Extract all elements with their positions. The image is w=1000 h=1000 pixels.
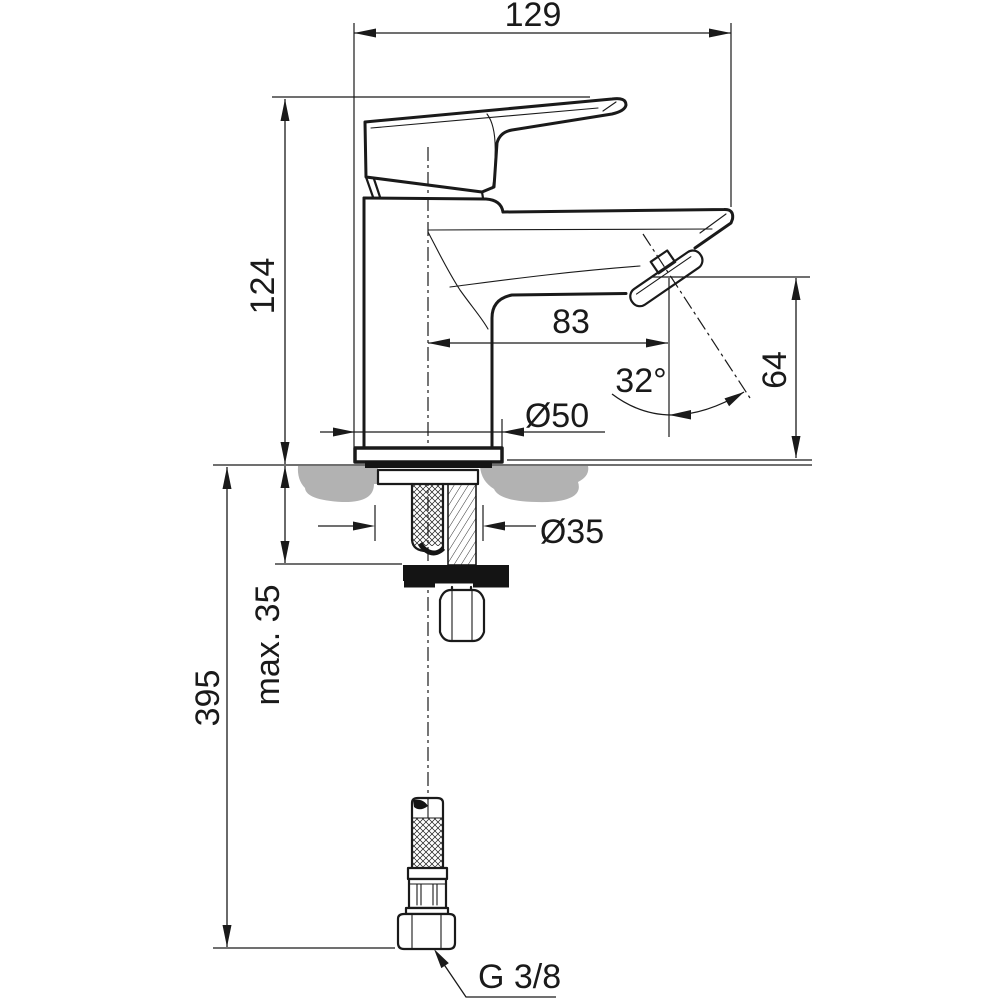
aerator-outlet [619, 236, 706, 309]
arrowhead-right [483, 522, 505, 531]
clamp-washer-foot-right [473, 581, 509, 588]
spout-underside-concave-crease [428, 232, 488, 329]
dimension-label-32deg: 32° [615, 362, 667, 400]
under-counter-mounting [378, 470, 509, 641]
faucet-body [355, 99, 733, 800]
arrowhead-left [353, 522, 375, 531]
dimension-label-83: 83 [552, 303, 590, 341]
flexible-hose-connector [398, 798, 455, 949]
threaded-stud [448, 484, 476, 565]
hose-ferrule [408, 868, 447, 879]
arc-arrowhead-left [669, 410, 691, 420]
dimension-max-mounting-thickness [249, 466, 402, 705]
body-top-edge [364, 198, 503, 212]
base-plate [355, 448, 502, 462]
dimension-label-129: 129 [504, 0, 562, 34]
spout-lower-crease [450, 266, 640, 287]
arc-arrowhead-right [725, 392, 745, 406]
arrowhead-top [281, 466, 290, 488]
mounting-washer-plate [378, 470, 478, 484]
clamp-washer-mid-line [435, 581, 473, 584]
arrowhead-top [792, 278, 801, 300]
lever-front-crease [487, 114, 495, 189]
arrowhead-right [709, 29, 731, 38]
arrowhead-top [223, 467, 232, 489]
dimension-label-395: 395 [189, 669, 227, 727]
dimension-label-d50: Ø50 [524, 397, 590, 435]
arrowhead-left [333, 428, 355, 437]
hose-braid-hatch [413, 818, 442, 868]
arrowhead-right [502, 428, 524, 437]
dimension-label-g38: G 3/8 [478, 958, 562, 996]
arrowhead-left [354, 29, 376, 38]
label-thread-size [434, 949, 561, 997]
connector-hex-nut [398, 914, 455, 949]
arrowhead-bottom [281, 442, 290, 464]
base-gasket [365, 461, 492, 468]
dimension-label-64: 64 [756, 351, 794, 389]
dimension-label-124: 124 [244, 257, 282, 315]
clamp-washer [403, 565, 509, 581]
leader-arrowhead [434, 949, 449, 968]
counter-shadow-right [480, 466, 588, 502]
supply-tail-braid-hatch [413, 484, 442, 546]
arrowhead-bottom [792, 436, 801, 458]
aerator-housing [627, 247, 706, 310]
dimension-label-max35: max. 35 [249, 584, 287, 706]
spout-top-crease [428, 229, 712, 230]
arrowhead-left [428, 339, 450, 348]
arrowhead-top [281, 99, 290, 121]
supply-tail-shank [412, 484, 445, 555]
dimension-overall-width [354, 0, 731, 447]
arrowhead-right [646, 339, 668, 348]
lever-tip-inner-line [603, 102, 616, 111]
dimension-spout-reach [428, 303, 668, 348]
counter-shadow-left [298, 466, 378, 502]
connector-body [409, 879, 446, 908]
arrowhead-bottom [281, 541, 290, 563]
mounting-nut [440, 590, 484, 641]
countertop [213, 465, 812, 502]
dimension-hose-length [189, 467, 395, 948]
dimension-label-d35: Ø35 [539, 513, 605, 551]
hose-tube-opening [413, 800, 428, 810]
arrowhead-bottom [223, 925, 232, 947]
aerator-inner-line [636, 257, 690, 294]
dimension-stream-angle [612, 234, 750, 437]
clamp-washer-foot-left [404, 581, 435, 588]
